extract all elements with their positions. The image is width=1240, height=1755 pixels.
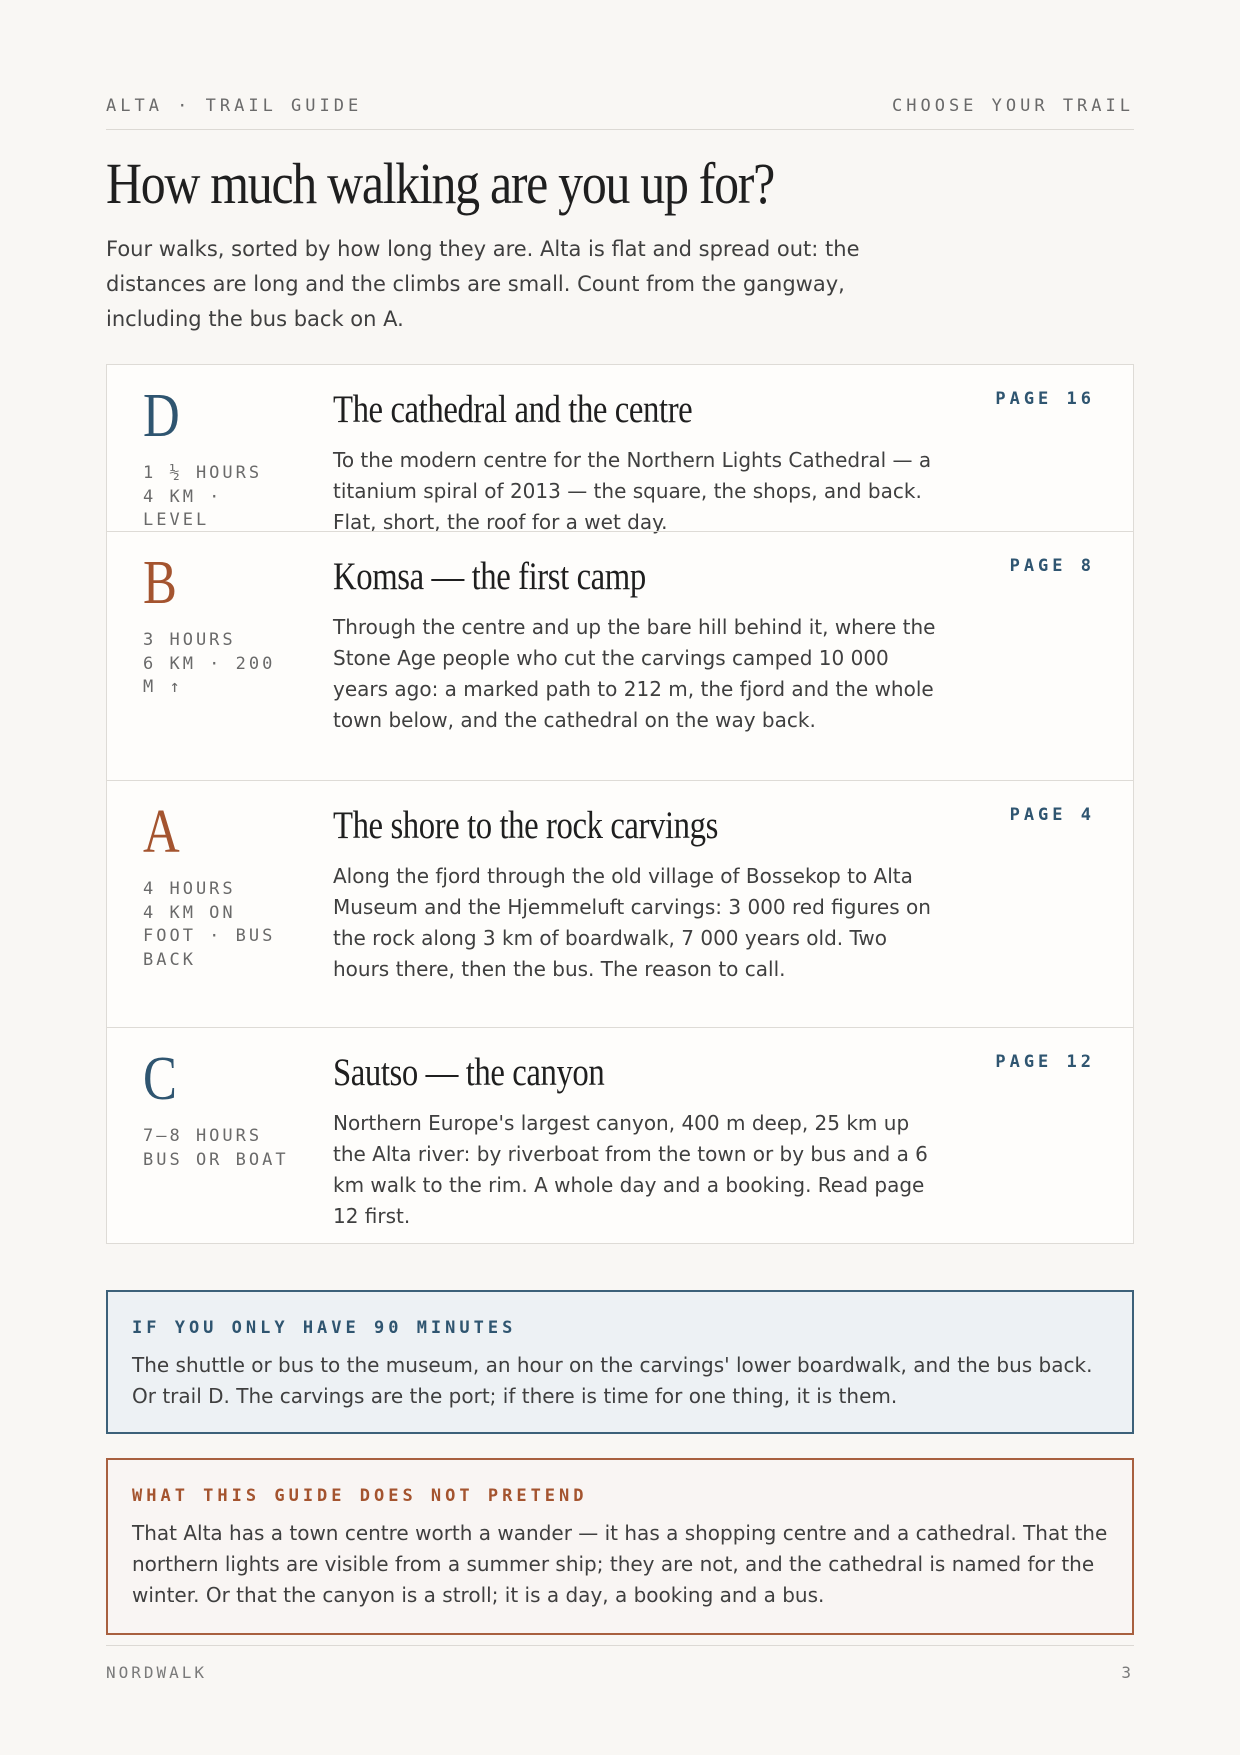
trail-meta-line: BUS OR BOAT — [143, 1149, 289, 1170]
trail-title: Sautso — the canyon — [333, 1051, 605, 1094]
trail-title: The cathedral and the centre — [333, 388, 693, 431]
trail-letter: A — [143, 798, 180, 866]
trail-meta — [143, 462, 293, 533]
callout-heading: IF YOU ONLY HAVE 90 MINUTES — [132, 1318, 517, 1338]
trail-meta-line: M ↑ — [143, 677, 183, 697]
trail-page-ref[interactable]: PAGE 4 — [1009, 805, 1095, 825]
callout-body: The shuttle or bus to the museum, an hour on the carvings' lower boardwalk, and the bus back. Or trail D. The carvings are the port; if there is time for one thing, it is them. — [132, 1353, 1093, 1408]
trail-card-b — [107, 531, 1133, 780]
trail-meta-line: 3 HOURS — [143, 630, 236, 650]
trail-card-c — [107, 1027, 1133, 1243]
trail-description: Along the fjord through the old village of Bossekop to Alta Museum and the Hjemmeluft carvings: 3 000 red figures on the rock along 3 km of boardwalk, 7 000 years old. Two hours there, then the bus. The reason to call. — [333, 864, 931, 981]
trail-title: Komsa — the first camp — [333, 555, 646, 598]
trail-page-ref[interactable]: PAGE 16 — [995, 389, 1095, 409]
footer-brand: NORDWALK — [106, 1663, 208, 1682]
page-title: How much walking are you up for? — [106, 151, 774, 216]
trail-meta-line: 1 ½ HOURS — [143, 463, 263, 483]
trail-page-ref[interactable]: PAGE 12 — [995, 1052, 1095, 1072]
trail-meta-line: FOOT · BUS — [143, 926, 276, 946]
trail-meta-line: BACK — [143, 949, 196, 970]
trail-meta-line: LEVEL — [143, 510, 210, 530]
page-number: 3 — [1121, 1663, 1134, 1682]
trail-title: The shore to the rock carvings — [333, 804, 718, 847]
header-section-label: ALTA · TRAIL GUIDE — [106, 96, 363, 116]
trail-meta-line: 6 KM · 200 — [143, 653, 276, 674]
trail-letter: B — [143, 549, 177, 617]
short-visit-callout — [106, 1290, 1134, 1434]
trail-meta-line: 7–8 HOURS — [143, 1126, 263, 1146]
running-header — [106, 96, 1134, 116]
trail-meta-line: 4 KM ON — [143, 902, 236, 923]
callout-body: That Alta has a town centre worth a wander — it has a shopping centre and a cathedral. That the northern lights are visible from a summer ship; they are not, and the cathedral is named for the winter. Or that the canyon is a stroll; it is a day, a booking and a bus. — [132, 1521, 1108, 1607]
trail-meta-line: 4 HOURS — [143, 879, 236, 899]
trail-page-ref[interactable]: PAGE 8 — [1009, 556, 1095, 576]
intro-paragraph: Four walks, sorted by how long they are. Alta is flat and spread out: the distances are long and the climbs are small. Count from the gangway, including the bus back on A. — [106, 237, 860, 331]
trail-meta-line: 4 KM · — [143, 486, 223, 507]
trail-card-a — [107, 780, 1133, 1027]
callout-heading: WHAT THIS GUIDE DOES NOT PRETEND — [132, 1486, 588, 1506]
trail-letter: C — [143, 1045, 177, 1113]
trail-letter: D — [143, 382, 180, 450]
trail-description: To the modern centre for the Northern Lights Cathedral — a titanium spiral of 2013 — the square, the shops, and back. Flat, short, the roof for a wet day. — [333, 448, 932, 534]
trail-meta — [143, 1125, 293, 1172]
trail-description: Northern Europe's largest canyon, 400 m deep, 25 km up the Alta river: by riverboat from the town or by bus and a 6 km walk to the rim. A whole day and a booking. Read page 12 first. — [333, 1111, 928, 1228]
trail-description: Through the centre and up the bare hill behind it, where the Stone Age people who cut the carvings camped 10 000 years ago: a marked path to 212 m, the fjord and the whole town below, and the cathedral on the way back. — [333, 615, 936, 732]
header-chapter-label: CHOOSE YOUR TRAIL — [892, 96, 1134, 116]
page-footer — [106, 1663, 1134, 1682]
trail-meta — [143, 878, 293, 972]
header-divider — [106, 129, 1134, 130]
trail-list — [106, 364, 1134, 1244]
trail-card-d — [107, 365, 1133, 534]
disclaimer-callout — [106, 1458, 1134, 1635]
footer-divider — [106, 1645, 1134, 1646]
trail-meta — [143, 629, 293, 700]
